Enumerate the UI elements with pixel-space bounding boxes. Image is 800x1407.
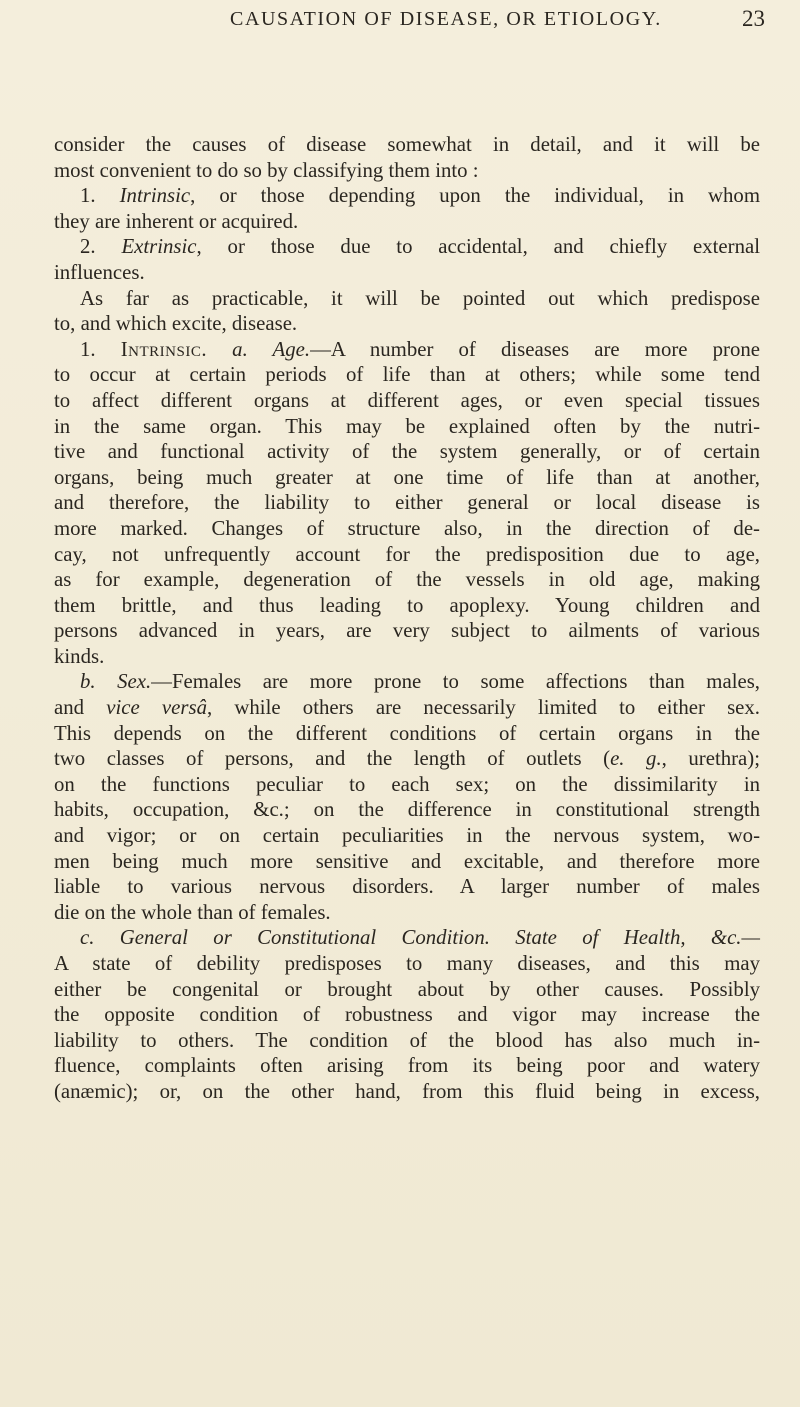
text-line: most convenient to do so by classifying them into : [54, 158, 479, 182]
text-line: liability to others. The condition of the blood has also much in- [54, 1028, 760, 1052]
text-line: 2. Extrinsic, or those due to accidental, and chiefly external [80, 235, 761, 259]
text-line: two classes of persons, and the length of outlets (e. g., urethra); [54, 747, 760, 771]
text-line: (anæmic); or, on the other hand, from this fluid being in excess, [54, 1079, 760, 1103]
text-line: to occur at certain periods of life than at others; while some tend [54, 363, 760, 387]
text-line: This depends on the different conditions of certain organs in the [54, 721, 760, 745]
text-line: tive and functional activity of the system generally, or of certain [54, 440, 760, 464]
text-line: fluence, complaints often arising from its being poor and watery [54, 1054, 760, 1078]
text-line: in the same organ. This may be explained often by the nutri- [54, 414, 760, 438]
text-line: the opposite condition of robustness and vigor may increase the [54, 1003, 760, 1027]
text-line: influences. [54, 260, 145, 284]
text-line: and vice versâ, while others are necessarily limited to either sex. [54, 696, 761, 720]
text-line: A state of debility predisposes to many diseases, and this may [54, 952, 760, 975]
text-line: men being much more sensitive and excitable, and therefore more [54, 849, 760, 873]
text-line: b. Sex.—Females are more prone to some affections than males, [80, 670, 760, 694]
text-line: and vigor; or on certain peculiarities in the nervous system, wo- [54, 824, 760, 848]
page-number: 23 [742, 6, 765, 31]
text-line: more marked. Changes of structure also, in the direction of de- [54, 516, 760, 540]
text-line: liable to various nervous disorders. A larger number of males [54, 875, 760, 899]
text-line: as for example, degeneration of the vessels in old age, making [54, 568, 760, 592]
text-line: 1. Intrinsic, or those depending upon the individual, in whom [80, 184, 761, 208]
text-line: to affect different organs at different ages, or even special tissues [54, 388, 760, 412]
body-text [54, 132, 760, 1105]
text-line: they are inherent or acquired. [54, 209, 299, 233]
text-line: die on the whole than of females. [54, 900, 331, 924]
text-line: either be congenital or brought about by other causes. Possibly [54, 977, 760, 1001]
text-line: cay, not unfrequently account for the predisposition due to age, [54, 542, 760, 566]
text-line: and therefore, the liability to either general or local disease is [54, 491, 760, 515]
text-line: consider the causes of disease somewhat in detail, and it will be [54, 133, 760, 156]
running-title: CAUSATION OF DISEASE, OR ETIOLOGY. [230, 8, 662, 30]
text-line: persons advanced in years, are very subject to ailments of various [54, 619, 760, 643]
text-line: As far as practicable, it will be pointed out which predispose [80, 286, 760, 310]
text-line: on the functions peculiar to each sex; on the dissimilarity in [54, 772, 760, 796]
text-line: habits, occupation, &c.; on the difference in constitutional strength [54, 798, 760, 822]
text-line: c. General or Constitutional Condition. State of Health, &c.— [80, 926, 760, 950]
text-line: to, and which excite, disease. [54, 312, 298, 336]
text-line: them brittle, and thus leading to apoplexy. Young children and [54, 593, 760, 617]
text-line: kinds. [54, 644, 105, 668]
text-line: 1. Intrinsic. a. Age.—A number of diseases are more prone [80, 337, 760, 361]
text-line: organs, being much greater at one time of life than at another, [54, 465, 760, 489]
